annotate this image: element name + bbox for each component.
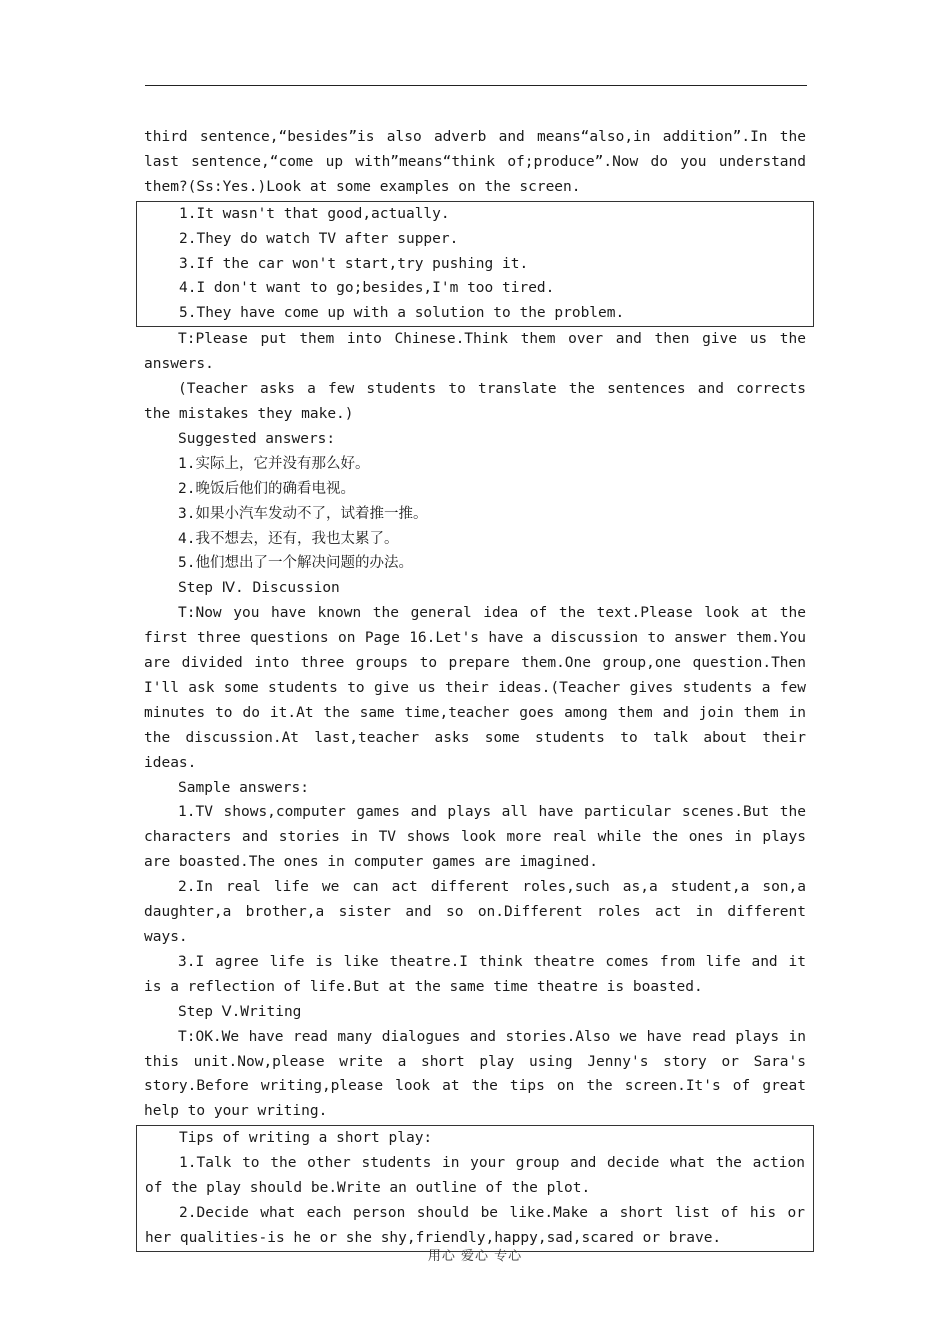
example-line: 1.It wasn't that good,actually. bbox=[179, 205, 450, 222]
sample-answer: 2.In real life we can act different roles,such as,a student,a son,a daughter,a brother,a sister and so on.Different roles act in different ways. bbox=[144, 879, 806, 945]
step4-title: Step Ⅳ. Discussion bbox=[178, 580, 340, 597]
header-rule bbox=[145, 85, 807, 86]
page-footer: 用心 爱心 专心 bbox=[427, 1249, 523, 1264]
intro-paragraph: third sentence,“besides”is also adverb and means“also,in addition”.In the last sentence,“come up with”means“think of;produce”.Now do you understand them?(Ss:Yes.)Look at some examples on the screen. bbox=[144, 129, 806, 195]
tips-heading: Tips of writing a short play: bbox=[179, 1130, 433, 1147]
page-content bbox=[144, 125, 806, 1252]
step5-paragraph: T:OK.We have read many dialogues and stories.Also we have read plays in this unit.Now,please write a short play using Jenny's story or Sara's story.Before writing,please look at the tips on the screen.It's of great help to your writing. bbox=[144, 1028, 806, 1120]
suggested-answer: 1.实际上，它并没有那么好。 bbox=[178, 455, 370, 472]
suggested-answer: 4.我不想去，还有，我也太累了。 bbox=[178, 530, 399, 547]
tip-item: 1.Talk to the other students in your group and decide what the action of the play should be.Write an outline of the plot. bbox=[145, 1155, 805, 1197]
step5-title: Step Ⅴ.Writing bbox=[178, 1003, 302, 1020]
suggested-heading: Suggested answers: bbox=[178, 430, 336, 447]
sample-answer: 1.TV shows,computer games and plays all have particular scenes.But the characters and stories in TV shows look more real while the ones in plays are boasted.The ones in computer games are imagined. bbox=[144, 804, 806, 871]
teacher-translate: T:Please put them into Chinese.Think them over and then give us the answers. bbox=[144, 331, 806, 373]
sample-heading: Sample answers: bbox=[178, 779, 309, 796]
example-line: 3.If the car won't start,try pushing it. bbox=[179, 255, 529, 272]
examples-box bbox=[136, 201, 814, 328]
step4-paragraph: T:Now you have known the general idea of the text.Please look at the first three questions on Page 16.Let's have a discussion to answer them.You are divided into three groups to prepare them.One group,one question.Then I'll ask some students to give us their ideas.(Teacher gives students a few minutes to do it.At the same time,teacher goes among them and join them in the discussion.At last,teacher asks some students to talk about their ideas. bbox=[144, 605, 806, 771]
example-line: 4.I don't want to go;besides,I'm too tired. bbox=[179, 280, 555, 297]
suggested-answer: 2.晚饭后他们的确看电视。 bbox=[178, 480, 355, 497]
example-line: 5.They have come up with a solution to the problem. bbox=[179, 305, 625, 322]
example-line: 2.They do watch TV after supper. bbox=[179, 230, 459, 247]
tips-box bbox=[136, 1125, 814, 1252]
teacher-note: (Teacher asks a few students to translate the sentences and corrects the mistakes they make.) bbox=[144, 381, 806, 422]
tip-item: 2.Decide what each person should be like.Make a short list of his or her qualities-is he or she shy,friendly,happy,sad,scared or brave. bbox=[145, 1204, 805, 1246]
sample-answer: 3.I agree life is like theatre.I think theatre comes from life and it is a reflection of life.But at the same time theatre is boasted. bbox=[144, 953, 806, 995]
suggested-answer: 3.如果小汽车发动不了，试着推一推。 bbox=[178, 505, 428, 522]
suggested-answer: 5.他们想出了一个解决问题的办法。 bbox=[178, 555, 413, 572]
